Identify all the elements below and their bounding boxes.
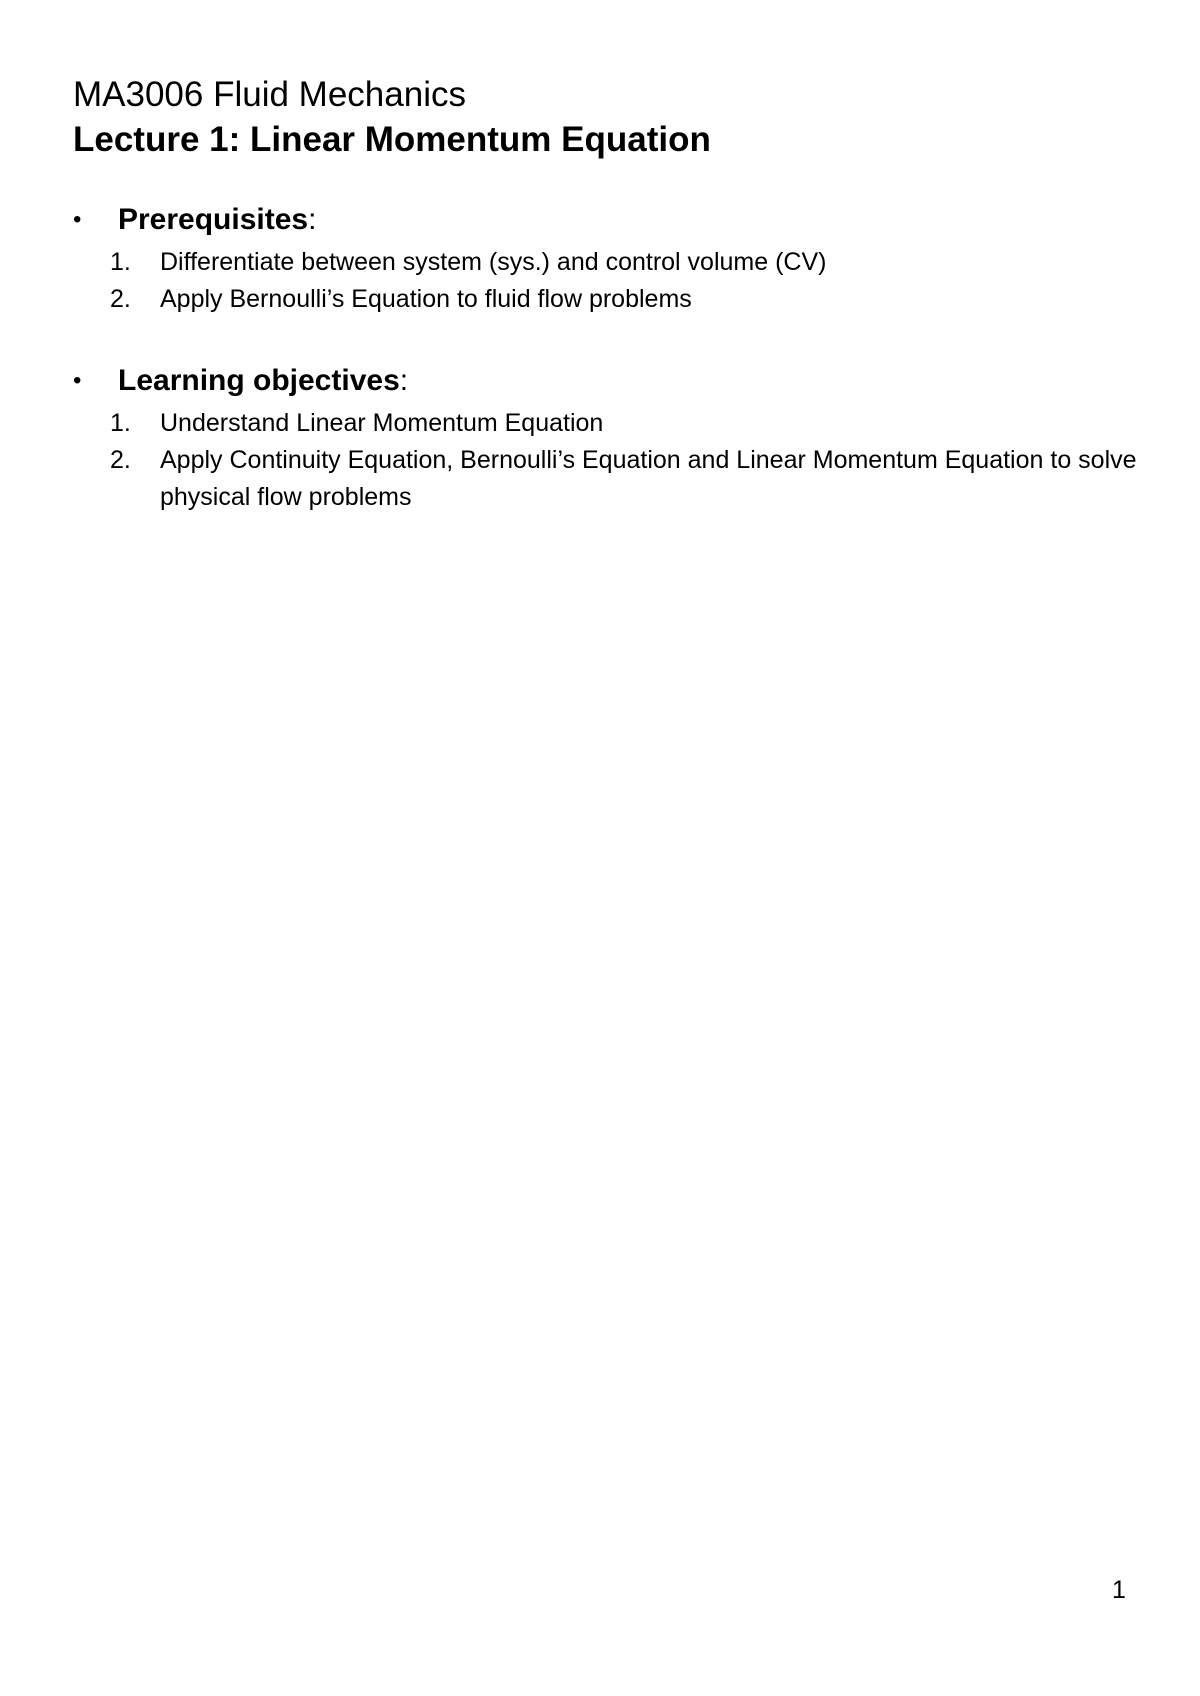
lecture-title: Lecture 1: Linear Momentum Equation <box>73 120 711 159</box>
section-heading-row <box>73 200 1160 240</box>
list-item <box>73 281 1160 318</box>
list-item <box>73 442 1160 516</box>
list-item-text: Apply Continuity Equation, Bernoulli’s Equation and Linear Momentum Equation to solve physical flow problems <box>160 446 1137 511</box>
section-heading-label: Prerequisites <box>118 203 309 236</box>
section-heading <box>118 361 408 401</box>
list-item <box>73 405 1160 442</box>
page-number: 1 <box>1112 1576 1126 1604</box>
list-item-number: 2. <box>110 285 131 313</box>
list-item <box>73 244 1160 281</box>
list-item-text: Understand Linear Momentum Equation <box>160 409 604 437</box>
section-heading-label: Learning objectives <box>118 364 400 397</box>
list-item-text: Differentiate between system (sys.) and control volume (CV) <box>160 248 827 276</box>
section-heading <box>118 200 316 240</box>
learning-objectives-list <box>73 405 1160 516</box>
learning-objectives-section <box>73 361 1160 516</box>
section-heading-colon: : <box>308 203 317 236</box>
list-item-number: 2. <box>110 446 131 474</box>
prerequisites-list <box>73 244 1160 318</box>
list-item-text: Apply Bernoulli’s Equation to fluid flow problems <box>160 285 692 313</box>
section-heading-colon: : <box>399 364 409 397</box>
list-item-number: 1. <box>110 248 131 276</box>
bullet-icon: • <box>73 206 82 233</box>
section-heading-row <box>73 361 1160 401</box>
list-item-number: 1. <box>110 409 131 437</box>
bullet-icon: • <box>73 367 82 394</box>
course-title: MA3006 Fluid Mechanics <box>73 75 466 114</box>
prerequisites-section <box>73 200 1160 318</box>
